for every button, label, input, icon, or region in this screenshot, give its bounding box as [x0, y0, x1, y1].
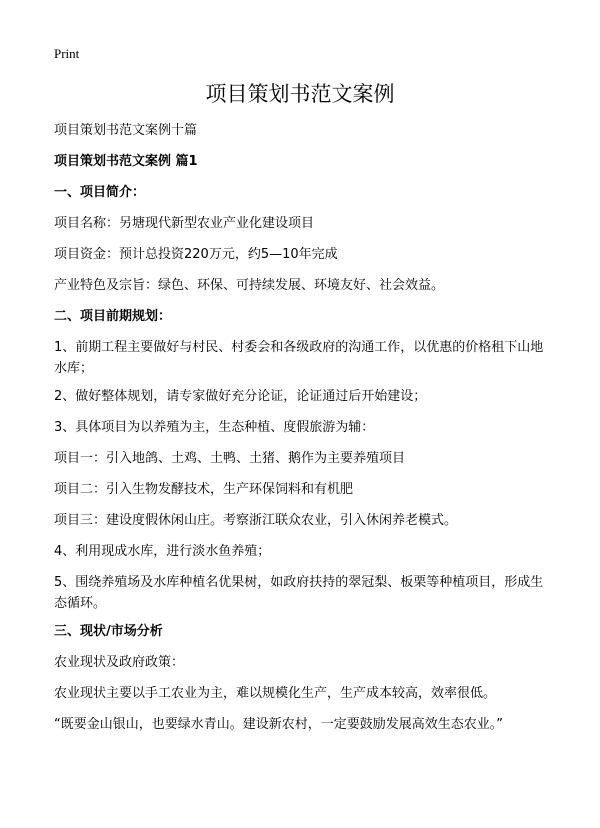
planning-paragraph-4: 4、利用现成水库，进行淡水鱼养殖；: [54, 544, 271, 559]
document-title: 项目策划书范文案例: [205, 82, 395, 106]
section-heading-market: 三、现状/市场分析: [54, 624, 163, 639]
planning-paragraph-3: 3、具体项目为以养殖为主，生态种植、度假旅游为辅：: [54, 420, 375, 435]
market-subheading: 农业现状及政府政策：: [54, 655, 185, 670]
project-fund: 项目资金：预计总投资220万元，约5—10年完成: [54, 247, 338, 262]
section-heading-planning: 二、项目前期规划：: [54, 309, 172, 324]
project-name: 项目名称：另塘现代新型农业产业化建设项目: [54, 216, 315, 231]
article-heading: 项目策划书范文案例 篇1: [54, 154, 198, 169]
document-subtitle: 项目策划书范文案例十篇: [54, 123, 198, 138]
planning-paragraph-5: 5、围绕养殖场及水库种植名优果树，如政府扶持的翠冠梨、板栗等种植项目，形成生态循环。: [54, 575, 544, 611]
market-quote: “既要金山银山，也要绿水青山。建设新农村，一定要鼓励发展高效生态农业。”: [54, 717, 503, 732]
planning-item-2: 项目二：引入生物发酵技术，生产环保饲料和有机肥: [54, 482, 354, 497]
planning-paragraph-1: 1、前期工程主要做好与村民、村委会和各级政府的沟通工作，以优惠的价格租下山地水库；: [54, 340, 544, 376]
planning-paragraph-2: 2、做好整体规划，请专家做好充分论证，论证通过后开始建设；: [54, 389, 427, 404]
planning-item-3: 项目三：建设度假休闲山庄。考察浙江联众农业，引入休闲养老模式。: [54, 513, 458, 528]
section-heading-intro: 一、项目简介：: [54, 185, 146, 200]
print-label: Print: [54, 46, 80, 61]
market-paragraph-1: 农业现状主要以手工农业为主，难以规模化生产，生产成本较高，效率很低。: [54, 686, 497, 701]
planning-item-1: 项目一：引入地鸽、土鸡、土鸭、土猪、鹅作为主要养殖项目: [54, 451, 406, 466]
project-feature: 产业特色及宗旨：绿色、环保、可持续发展、环境友好、社会效益。: [54, 278, 445, 293]
